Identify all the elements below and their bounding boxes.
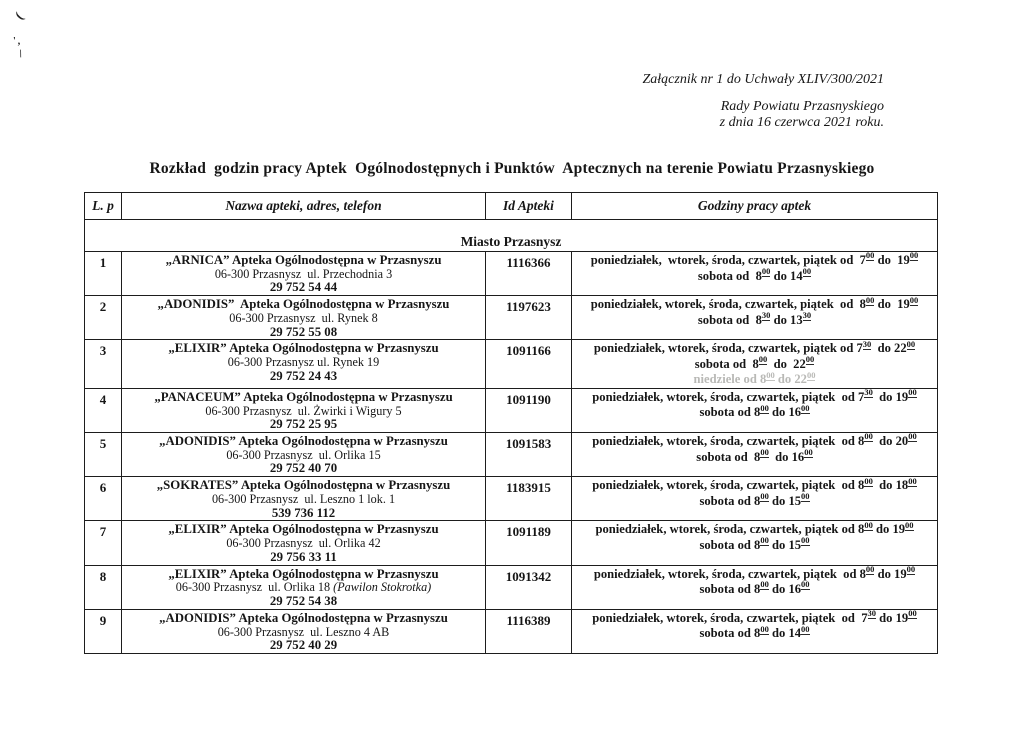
pharmacy-address: 06-300 Przasnysz ul. Leszno 1 lok. 1 <box>211 492 396 507</box>
pharmacy-name: „ADONIDIS” Apteka Ogólnodostępna w Przasnyszu <box>159 610 448 625</box>
pharmacy-id: 1091342 <box>486 565 572 609</box>
pharmacy-name: „ELIXIR” Apteka Ogólnodostępna w Przasnyszu <box>168 341 439 356</box>
opening-hours <box>572 296 938 340</box>
pharmacy-name: „ARNICA” Apteka Ogólnodostępna w Przasnyszu <box>165 253 442 267</box>
pharmacy-phone: 29 752 55 08 <box>269 324 338 339</box>
pharmacy-address: 06-300 Przasnysz ul. Rynek 8 <box>229 310 378 325</box>
table-row <box>85 477 938 521</box>
pharmacy-id: 1091189 <box>486 521 572 565</box>
opening-hours-line: poniedziałek, wtorek, środa, czwartek, piątek od $7^{30}$ do $22^{00}$ <box>593 339 916 356</box>
pharmacy-info <box>122 477 486 521</box>
table-header <box>85 193 938 220</box>
scan-artifact-mark: ( <box>11 9 26 23</box>
opening-hours-line: poniedziałek, wtorek, środa, czwartek, piątek od $8^{00}$ do $19^{00}$ <box>590 295 919 312</box>
pharmacy-phone: 29 752 54 38 <box>269 594 338 609</box>
opening-hours-line: sobota od $8^{00}$ do $16^{00}$ <box>696 446 813 464</box>
opening-hours <box>572 433 938 477</box>
table-row <box>85 609 938 653</box>
row-number: 9 <box>85 609 122 653</box>
pharmacy-name: „ELIXIR” Apteka Ogólnodostępna w Przasnyszu <box>168 566 439 581</box>
column-header-lp: L. p <box>85 193 122 220</box>
table-row <box>85 521 938 565</box>
table-row <box>85 340 938 389</box>
opening-hours <box>572 477 938 521</box>
pharmacy-phone: 29 756 33 11 <box>270 549 337 564</box>
table-body <box>85 220 938 654</box>
table-row <box>85 565 938 609</box>
pharmacy-name: „ADONIDIS” Apteka Ogólnodostępna w Przasnyszu <box>159 434 448 449</box>
pharmacy-id: 1197623 <box>486 296 572 340</box>
pharmacy-phone: 29 752 25 95 <box>269 417 338 432</box>
row-number: 1 <box>85 252 122 296</box>
opening-hours-line: poniedziałek, wtorek, środa, czwartek, piątek od $8^{00}$ do $19^{00}$ <box>595 520 914 537</box>
pharmacy-id: 1091190 <box>486 388 572 432</box>
opening-hours <box>572 252 938 296</box>
opening-hours-line: poniedziałek, wtorek, środa, czwartek, piątek od $7^{30}$ do $19^{00}$ <box>592 388 917 404</box>
opening-hours-line: poniedziałek, wtorek, środa, czwartek, piątek od $7^{00}$ do $19^{00}$ <box>590 251 919 267</box>
pharmacy-info <box>122 296 486 340</box>
pharmacy-name: „SOKRATES” Apteka Ogólnodostępna w Przasnyszu <box>156 478 451 493</box>
opening-hours-line: poniedziałek, wtorek, środa, czwartek, piątek od $8^{00}$ do $20^{00}$ <box>592 432 917 449</box>
pharmacy-address: 06-300 Przasnysz ul. Przechodnia 3 <box>214 266 393 281</box>
pharmacy-info <box>122 609 486 653</box>
table-row <box>85 388 938 432</box>
opening-hours <box>572 340 938 389</box>
table-row <box>85 252 938 296</box>
pharmacy-name: „PANACEUM” Apteka Ogólnodostępna w Przasnyszu <box>154 389 453 404</box>
pharmacy-phone: 29 752 40 70 <box>269 461 338 476</box>
pharmacy-id: 1091583 <box>486 433 572 477</box>
attachment-line: Załącznik nr 1 do Uchwały XLIV/300/2021 <box>642 72 884 87</box>
opening-hours <box>572 565 938 609</box>
attachment-reference <box>643 72 885 131</box>
pharmacy-phone: 29 752 40 29 <box>269 638 338 653</box>
pharmacy-phone: 539 736 112 <box>271 505 336 520</box>
scan-artifact-mark: \ <box>17 47 24 61</box>
opening-hours-line: sobota od $8^{00}$ do $16^{00}$ <box>699 402 810 420</box>
pharmacy-phone: 29 752 24 43 <box>269 368 338 383</box>
attachment-line: z dnia 16 czerwca 2021 roku. <box>719 115 884 130</box>
opening-hours-line: poniedziałek, wtorek, środa, czwartek, piątek od $7^{30}$ do $19^{00}$ <box>592 609 917 625</box>
table-row <box>85 296 938 340</box>
table-row <box>85 433 938 477</box>
pharmacy-address: 06-300 Przasnysz ul. Żwirki i Wigury 5 <box>205 403 402 418</box>
opening-hours-line: poniedziałek, wtorek, środa, czwartek, piątek od $8^{00}$ do $19^{00}$ <box>593 565 916 581</box>
row-number: 2 <box>85 296 122 340</box>
row-number: 7 <box>85 521 122 565</box>
pharmacy-info <box>122 565 486 609</box>
pharmacy-address: 06-300 Przasnysz ul. Leszno 4 AB <box>217 624 390 639</box>
pharmacy-id: 1116366 <box>486 252 572 296</box>
section-title: Miasto Przasnysz <box>85 220 938 252</box>
row-number: 3 <box>85 340 122 389</box>
pharmacy-id: 1116389 <box>486 609 572 653</box>
pharmacy-info <box>122 340 486 389</box>
address-note: (Pawilon Stokrotka) <box>333 580 432 595</box>
column-header-hours: Godziny pracy aptek <box>572 193 938 220</box>
opening-hours <box>572 609 938 653</box>
row-number: 4 <box>85 388 122 432</box>
pharmacy-address: 06-300 Przasnysz ul. Orlika 18 (Pawilon Stokrotka) <box>175 580 432 595</box>
pharmacy-info <box>122 433 486 477</box>
row-number: 8 <box>85 565 122 609</box>
pharmacy-info <box>122 252 486 296</box>
attachment-line: Rady Powiatu Przasnyskiego <box>720 99 884 114</box>
pharmacy-address: 06-300 Przasnysz ul. Orlika 42 <box>226 536 381 551</box>
opening-hours-line: sobota od $8^{00}$ do $16^{00}$ <box>699 579 810 597</box>
column-header-name: Nazwa apteki, adres, telefon <box>122 193 486 220</box>
pharmacy-info <box>122 388 486 432</box>
pharmacy-name: „ELIXIR” Apteka Ogólnodostępna w Przasnyszu <box>168 522 439 537</box>
pharmacy-name: „ADONIDIS” Apteka Ogólnodostępna w Przasnyszu <box>157 297 450 312</box>
opening-hours <box>572 388 938 432</box>
row-number: 5 <box>85 433 122 477</box>
pharmacy-id: 1091166 <box>486 340 572 389</box>
section-row <box>85 220 938 252</box>
opening-hours-line: sobota od $8^{00}$ do $14^{00}$ <box>697 265 812 283</box>
pharmacy-address: 06-300 Przasnysz ul. Rynek 19 <box>227 355 380 370</box>
pharmacy-id: 1183915 <box>486 477 572 521</box>
pharmacy-address: 06-300 Przasnysz ul. Orlika 15 <box>226 447 381 462</box>
opening-hours-line: poniedziałek, wtorek, środa, czwartek, piątek od $8^{00}$ do $18^{00}$ <box>592 476 917 493</box>
opening-hours-line: sobota od $8^{00}$ do $14^{00}$ <box>699 623 810 641</box>
opening-hours <box>572 521 938 565</box>
opening-hours-line: sobota od $8^{00}$ do $22^{00}$ <box>694 354 815 371</box>
scan-artifact-mark: ', <box>13 36 23 47</box>
pharmacy-info <box>122 521 486 565</box>
opening-hours-line: sobota od $8^{00}$ do $15^{00}$ <box>699 535 810 552</box>
pharmacy-phone: 29 752 54 44 <box>269 280 338 295</box>
row-number: 6 <box>85 477 122 521</box>
pharmacy-schedule-table <box>84 192 938 654</box>
opening-hours-line: sobota od $8^{30}$ do $13^{30}$ <box>697 310 812 327</box>
column-header-id: Id Apteki <box>486 193 572 220</box>
opening-hours-line: sobota od $8^{00}$ do $15^{00}$ <box>699 491 810 508</box>
opening-hours-line: niedziele od $8^{00}$ do $22^{00}$ <box>693 369 816 387</box>
document-title: Rozkład godzin pracy Aptek Ogólnodostępnych i Punktów Aptecznych na terenie Powiatu Przasnyskiego <box>149 160 875 177</box>
